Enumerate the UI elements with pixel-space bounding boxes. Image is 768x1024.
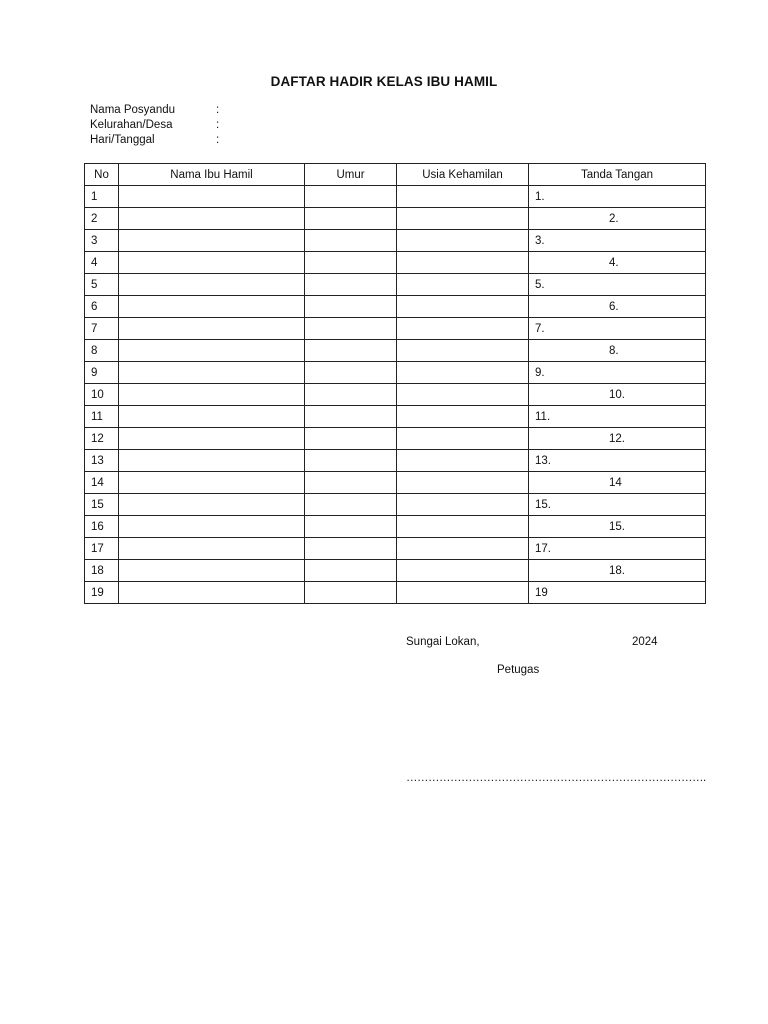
row-number: 11 [85, 406, 119, 428]
row-number: 1 [85, 186, 119, 208]
cell-usia-kehamilan[interactable] [397, 538, 529, 560]
cell-nama-ibu-hamil[interactable] [119, 208, 305, 230]
header-usia-kehamilan: Usia Kehamilan [397, 164, 529, 186]
meta-separator: : [216, 119, 220, 131]
cell-umur[interactable] [305, 472, 397, 494]
cell-nama-ibu-hamil[interactable] [119, 318, 305, 340]
table-header-row [85, 164, 706, 186]
meta-row-tanggal [90, 133, 219, 148]
cell-umur[interactable] [305, 406, 397, 428]
cell-umur[interactable] [305, 208, 397, 230]
cell-usia-kehamilan[interactable] [397, 428, 529, 450]
row-number: 7 [85, 318, 119, 340]
cell-tanda-tangan[interactable]: 5. [529, 274, 706, 296]
row-number: 2 [85, 208, 119, 230]
row-number: 13 [85, 450, 119, 472]
cell-usia-kehamilan[interactable] [397, 472, 529, 494]
cell-tanda-tangan[interactable]: 14 [529, 472, 706, 494]
cell-nama-ibu-hamil[interactable] [119, 428, 305, 450]
cell-usia-kehamilan[interactable] [397, 450, 529, 472]
cell-umur[interactable] [305, 296, 397, 318]
table-row [85, 538, 706, 560]
signature-line: ………………………………………………………………………. [406, 772, 706, 784]
cell-nama-ibu-hamil[interactable] [119, 274, 305, 296]
table-row [85, 252, 706, 274]
cell-umur[interactable] [305, 538, 397, 560]
row-number: 17 [85, 538, 119, 560]
cell-nama-ibu-hamil[interactable] [119, 472, 305, 494]
cell-tanda-tangan[interactable]: 15. [529, 516, 706, 538]
header-nama-ibu-hamil: Nama Ibu Hamil [119, 164, 305, 186]
cell-tanda-tangan[interactable]: 19 [529, 582, 706, 604]
footer-officer: Petugas [497, 664, 540, 676]
cell-tanda-tangan[interactable]: 18. [529, 560, 706, 582]
row-number: 10 [85, 384, 119, 406]
row-number: 14 [85, 472, 119, 494]
table-row [85, 406, 706, 428]
table-row [85, 384, 706, 406]
table-row [85, 362, 706, 384]
cell-umur[interactable] [305, 494, 397, 516]
row-number: 3 [85, 230, 119, 252]
table-row [85, 472, 706, 494]
meta-label-posyandu: Nama Posyandu [90, 104, 176, 116]
cell-usia-kehamilan[interactable] [397, 186, 529, 208]
cell-usia-kehamilan[interactable] [397, 582, 529, 604]
table-row [85, 516, 706, 538]
cell-tanda-tangan[interactable]: 3. [529, 230, 706, 252]
cell-tanda-tangan[interactable]: 4. [529, 252, 706, 274]
header-tanda-tangan: Tanda Tangan [529, 164, 706, 186]
meta-separator: : [216, 134, 220, 146]
cell-umur[interactable] [305, 516, 397, 538]
cell-usia-kehamilan[interactable] [397, 318, 529, 340]
table-row [85, 560, 706, 582]
cell-usia-kehamilan[interactable] [397, 296, 529, 318]
cell-usia-kehamilan[interactable] [397, 362, 529, 384]
footer-place: Sungai Lokan, [406, 636, 480, 648]
meta-label-tanggal: Hari/Tanggal [90, 134, 155, 146]
cell-tanda-tangan[interactable]: 1. [529, 186, 706, 208]
row-number: 4 [85, 252, 119, 274]
row-number: 9 [85, 362, 119, 384]
table-row [85, 230, 706, 252]
cell-nama-ibu-hamil[interactable] [119, 186, 305, 208]
cell-tanda-tangan[interactable]: 17. [529, 538, 706, 560]
cell-tanda-tangan[interactable]: 2. [529, 208, 706, 230]
table-body [85, 186, 706, 604]
cell-tanda-tangan[interactable]: 7. [529, 318, 706, 340]
cell-usia-kehamilan[interactable] [397, 208, 529, 230]
table-row [85, 428, 706, 450]
cell-usia-kehamilan[interactable] [397, 406, 529, 428]
table-row [85, 296, 706, 318]
cell-usia-kehamilan[interactable] [397, 252, 529, 274]
cell-tanda-tangan[interactable]: 13. [529, 450, 706, 472]
cell-nama-ibu-hamil[interactable] [119, 538, 305, 560]
meta-block [90, 103, 219, 148]
row-number: 12 [85, 428, 119, 450]
meta-separator: : [216, 104, 220, 116]
table-row [85, 494, 706, 516]
cell-umur[interactable] [305, 384, 397, 406]
footer-year: 2024 [632, 636, 658, 648]
cell-tanda-tangan[interactable]: 6. [529, 296, 706, 318]
table-row [85, 582, 706, 604]
cell-nama-ibu-hamil[interactable] [119, 230, 305, 252]
cell-nama-ibu-hamil[interactable] [119, 340, 305, 362]
cell-umur[interactable] [305, 450, 397, 472]
cell-nama-ibu-hamil[interactable] [119, 362, 305, 384]
cell-nama-ibu-hamil[interactable] [119, 582, 305, 604]
cell-umur[interactable] [305, 318, 397, 340]
cell-nama-ibu-hamil[interactable] [119, 296, 305, 318]
cell-tanda-tangan[interactable]: 8. [529, 340, 706, 362]
cell-usia-kehamilan[interactable] [397, 274, 529, 296]
header-no: No [85, 164, 119, 186]
cell-umur[interactable] [305, 252, 397, 274]
cell-tanda-tangan[interactable]: 9. [529, 362, 706, 384]
row-number: 15 [85, 494, 119, 516]
row-number: 16 [85, 516, 119, 538]
row-number: 5 [85, 274, 119, 296]
cell-nama-ibu-hamil[interactable] [119, 384, 305, 406]
cell-umur[interactable] [305, 340, 397, 362]
cell-nama-ibu-hamil[interactable] [119, 560, 305, 582]
cell-umur[interactable] [305, 428, 397, 450]
table-row [85, 274, 706, 296]
row-number: 8 [85, 340, 119, 362]
cell-nama-ibu-hamil[interactable] [119, 252, 305, 274]
header-umur: Umur [305, 164, 397, 186]
cell-umur[interactable] [305, 560, 397, 582]
cell-usia-kehamilan[interactable] [397, 230, 529, 252]
row-number: 6 [85, 296, 119, 318]
table-row [85, 450, 706, 472]
cell-umur[interactable] [305, 186, 397, 208]
row-number: 18 [85, 560, 119, 582]
table-row [85, 340, 706, 362]
cell-usia-kehamilan[interactable] [397, 560, 529, 582]
cell-umur[interactable] [305, 230, 397, 252]
cell-umur[interactable] [305, 362, 397, 384]
cell-nama-ibu-hamil[interactable] [119, 516, 305, 538]
cell-tanda-tangan[interactable]: 12. [529, 428, 706, 450]
cell-umur[interactable] [305, 274, 397, 296]
cell-usia-kehamilan[interactable] [397, 494, 529, 516]
table-row [85, 186, 706, 208]
cell-usia-kehamilan[interactable] [397, 340, 529, 362]
cell-usia-kehamilan[interactable] [397, 384, 529, 406]
document-title: DAFTAR HADIR KELAS IBU HAMIL [270, 74, 498, 89]
cell-tanda-tangan[interactable]: 10. [529, 384, 706, 406]
table-row [85, 318, 706, 340]
meta-row-posyandu [90, 103, 219, 118]
cell-umur[interactable] [305, 582, 397, 604]
cell-nama-ibu-hamil[interactable] [119, 406, 305, 428]
cell-nama-ibu-hamil[interactable] [119, 494, 305, 516]
attendance-table [84, 163, 706, 604]
cell-usia-kehamilan[interactable] [397, 516, 529, 538]
meta-row-kelurahan [90, 118, 219, 133]
row-number: 19 [85, 582, 119, 604]
cell-nama-ibu-hamil[interactable] [119, 450, 305, 472]
cell-tanda-tangan[interactable]: 11. [529, 406, 706, 428]
cell-tanda-tangan[interactable]: 15. [529, 494, 706, 516]
meta-label-kelurahan: Kelurahan/Desa [90, 119, 173, 131]
table-row [85, 208, 706, 230]
